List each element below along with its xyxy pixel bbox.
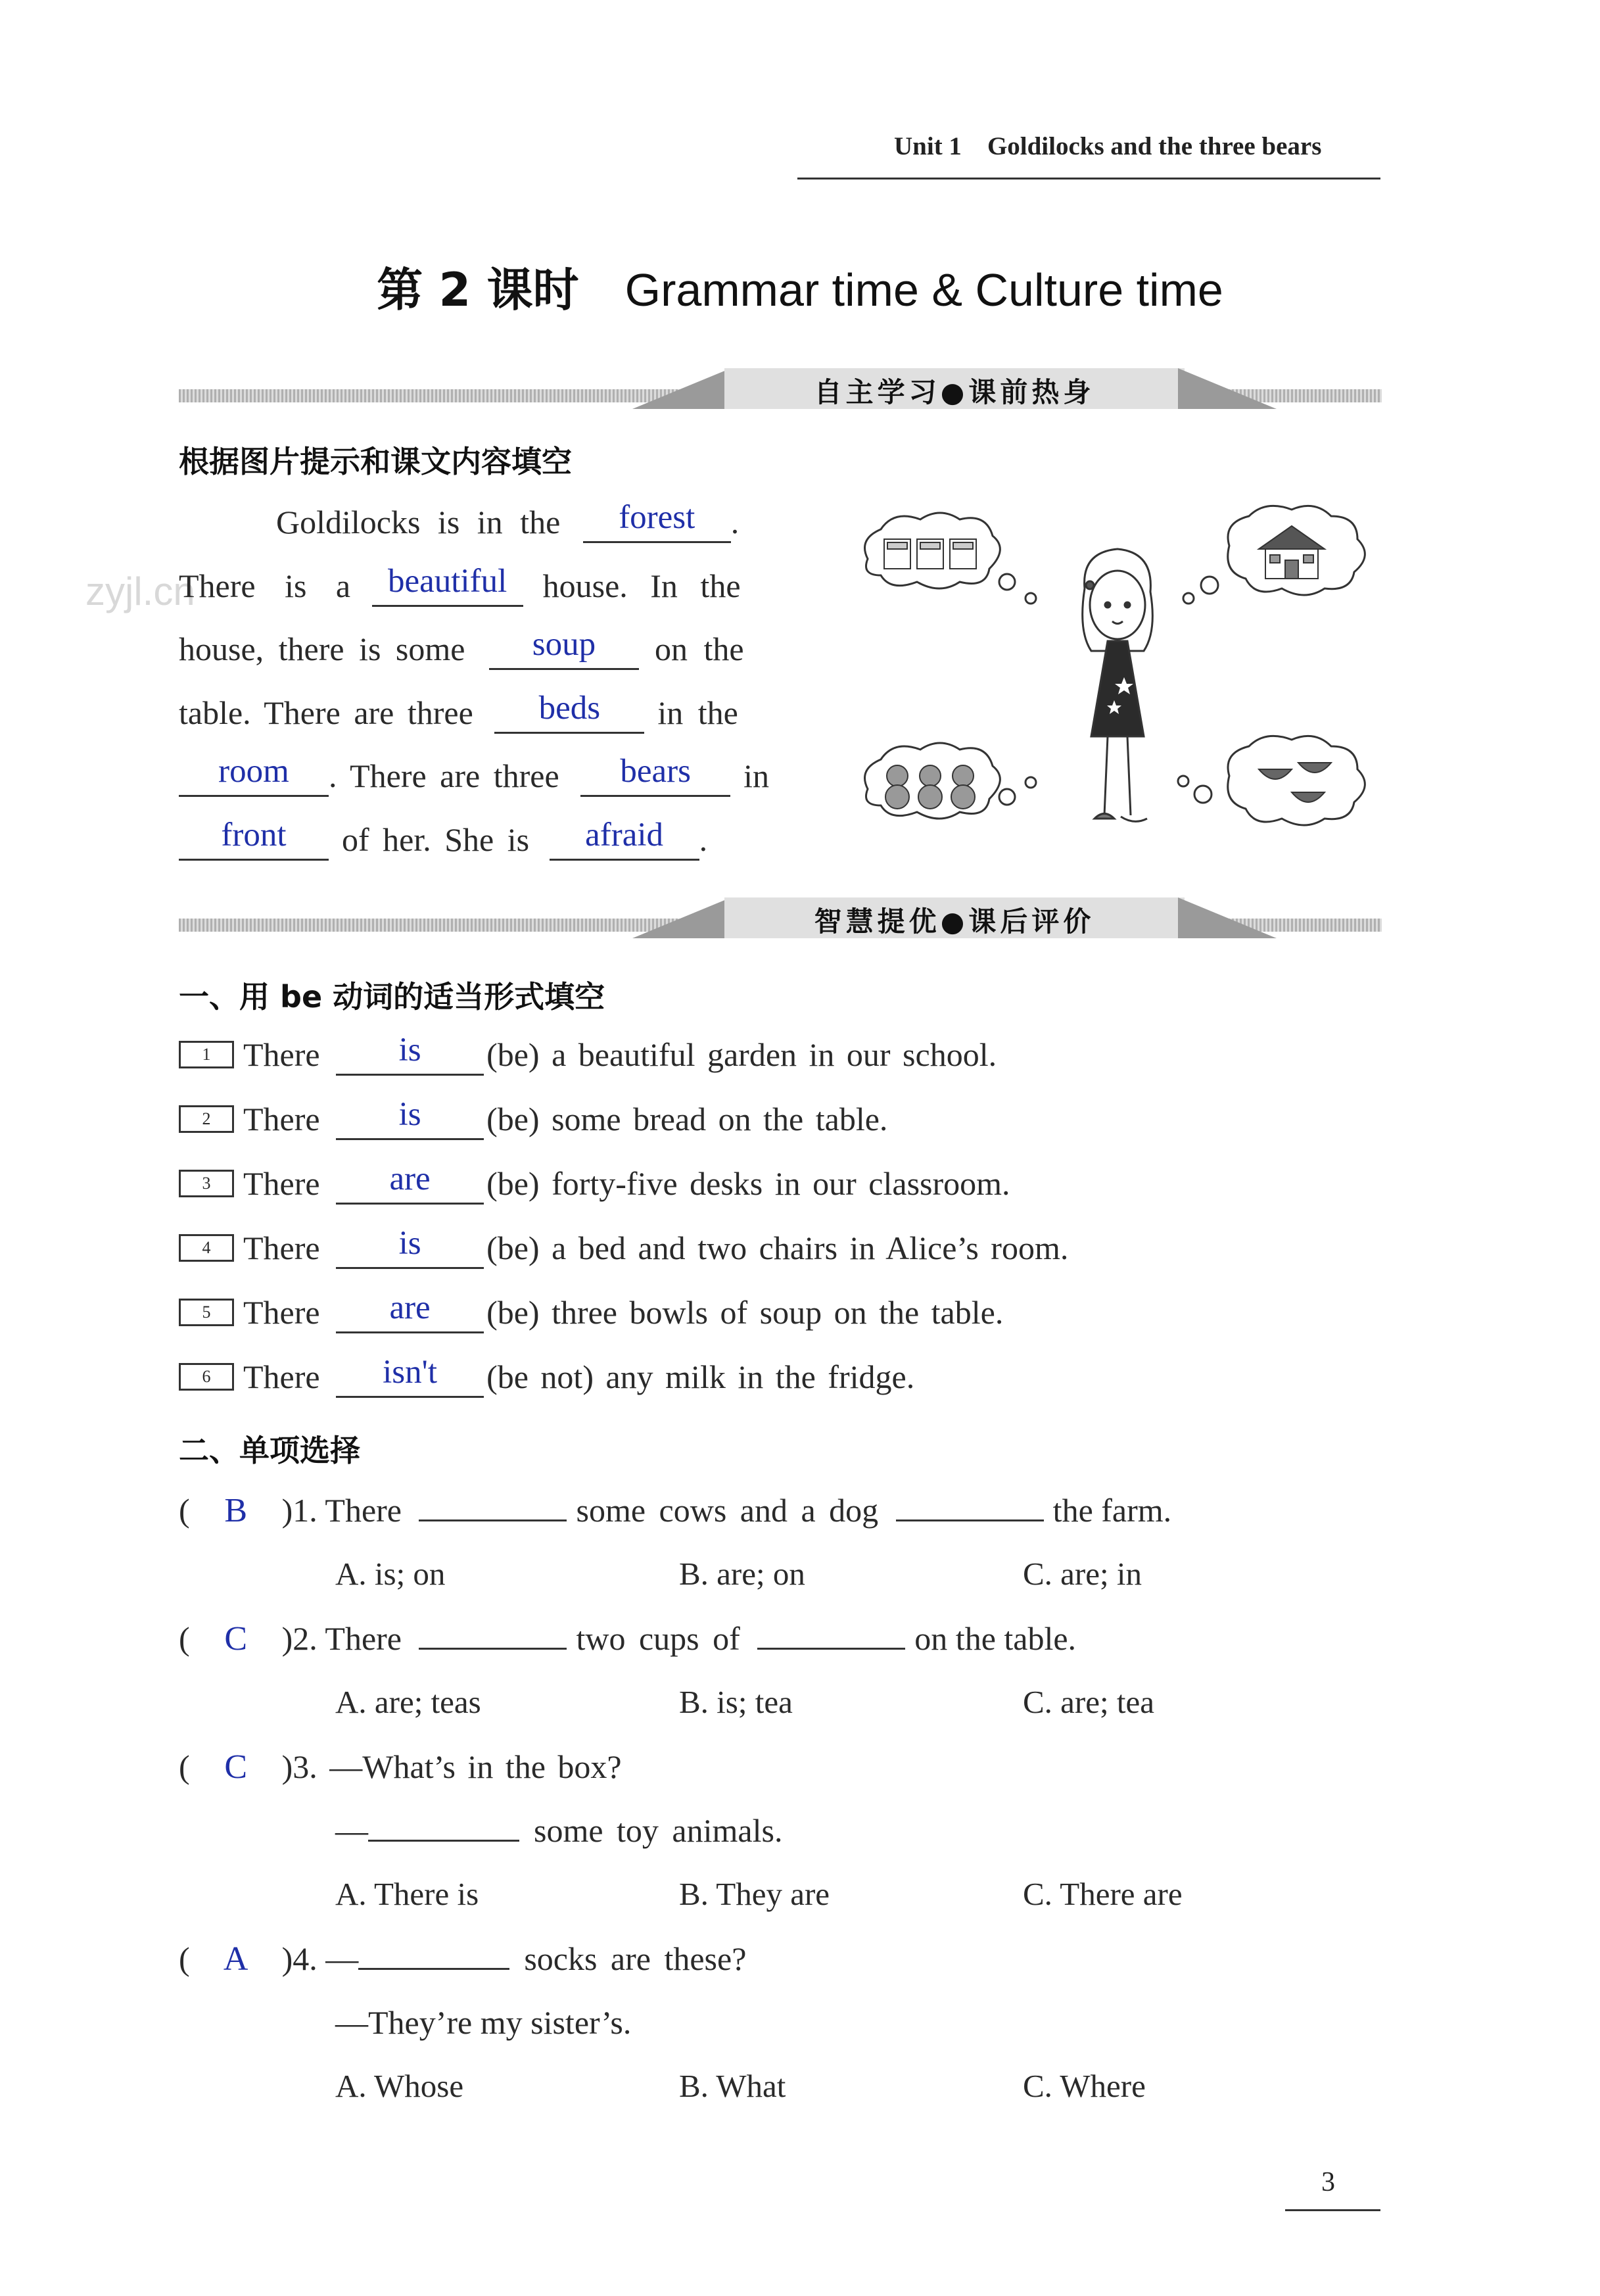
mc-option-4b: B. What <box>679 2068 786 2104</box>
answer-blank: is <box>336 1038 484 1076</box>
banner-preclass-text: 自主学习●课前热身 <box>814 376 1095 408</box>
mc-question-4: ( A )4. — socks are these? <box>179 1940 747 1978</box>
mc-option-2a: A. are; teas <box>335 1684 481 1720</box>
question-number: 5 <box>179 1299 234 1326</box>
mc-option-3b: B. They are <box>679 1876 830 1912</box>
answer-blank-7: front <box>179 823 329 861</box>
be-question-5: 5 There are (be) three bowls of soup on the table. <box>179 1293 1003 1333</box>
mc-question-3-line2: — some toy animals. <box>335 1812 783 1849</box>
soup-bowls-icon <box>1259 763 1331 802</box>
section1-title: 一、用 be 动词的适当形式填空 <box>179 979 605 1015</box>
answer-blank-5: room <box>179 759 329 797</box>
passage-line-4: table. There are three beds in the <box>179 694 738 734</box>
mc-answer-3: C <box>224 1748 247 1786</box>
answer-blank <box>419 1519 567 1521</box>
mc-question-3: ( C )3. —What’s in the box? <box>179 1748 622 1786</box>
answer-blank-8: afraid <box>550 823 699 861</box>
mc-option-4c: C. Where <box>1023 2068 1146 2104</box>
question-number: 6 <box>179 1363 234 1391</box>
lesson-title-cn: 第 2 课时 <box>377 263 579 317</box>
banner-afterclass <box>179 897 1382 944</box>
lesson-title-en: Grammar time & Culture time <box>624 264 1223 316</box>
be-question-4: 4 There is (be) a bed and two chairs in Alice’s room. <box>179 1229 1068 1269</box>
thought-cloud-soup <box>1228 736 1365 825</box>
mc-answer-4: A <box>223 1940 248 1978</box>
answer-blank <box>896 1519 1044 1521</box>
mc-question-1: ( B )1. There some cows and a dog the farm. <box>179 1492 1172 1529</box>
section0-title: 根据图片提示和课文内容填空 <box>179 444 572 479</box>
mc-question-4-line2: —They’re my sister’s. <box>335 2004 632 2041</box>
answer-blank <box>368 1840 519 1842</box>
answer-blank: are <box>336 1166 484 1205</box>
mc-question-2: ( C )2. There two cups of on the table. <box>179 1620 1077 1658</box>
mc-answer-2: C <box>224 1620 247 1658</box>
answer-blank: is <box>336 1231 484 1269</box>
be-question-2: 2 There is (be) some bread on the table. <box>179 1100 887 1140</box>
answer-blank-4: beds <box>494 696 644 734</box>
answer-blank <box>757 1648 905 1650</box>
be-question-3: 3 There are (be) forty-five desks in our classroom. <box>179 1164 1010 1205</box>
mc-option-4a: A. Whose <box>335 2068 464 2104</box>
answer-blank-1: forest <box>583 505 731 543</box>
question-number: 2 <box>179 1105 234 1133</box>
watermark: zyjl.cn <box>85 569 195 613</box>
mc-option-2c: C. are; tea <box>1023 1684 1154 1720</box>
passage-line-3: house, there is some soup on the <box>179 630 744 670</box>
passage-line-2: There is a beautiful house. In the <box>179 567 741 607</box>
page-number: 3 <box>1321 2167 1335 2197</box>
header-unit: Unit 1 <box>894 132 962 160</box>
mc-option-3c: C. There are <box>1023 1876 1183 1912</box>
passage-line-6: front of her. She is afraid . <box>179 821 707 861</box>
mc-option-2b: B. is; tea <box>679 1684 793 1720</box>
question-number: 3 <box>179 1170 234 1197</box>
answer-blank-6: bears <box>580 759 730 797</box>
mc-answer-1: B <box>224 1492 247 1529</box>
answer-blank-3: soup <box>489 632 639 670</box>
bears-icon <box>885 765 975 809</box>
passage-line-5: room . There are three bears in <box>179 757 769 797</box>
banner-preclass <box>179 368 1382 414</box>
passage-line-1: Goldilocks is in the forest . <box>276 503 739 543</box>
question-number: 1 <box>179 1041 234 1068</box>
lesson-title <box>0 253 1600 320</box>
answer-blank: is <box>336 1102 484 1140</box>
page-number-rule <box>1285 2209 1380 2211</box>
answer-blank: are <box>336 1295 484 1333</box>
mc-option-1b: B. are; on <box>679 1556 805 1592</box>
goldilocks-girl <box>1083 549 1153 821</box>
be-question-1: 1 There is (be) a beautiful garden in our school. <box>179 1036 997 1076</box>
house-icon <box>1259 526 1325 579</box>
answer-blank: isn't <box>336 1360 484 1398</box>
banner-afterclass-text: 智慧提优●课后评价 <box>814 905 1095 938</box>
mc-option-3a: A. There is <box>335 1876 479 1912</box>
answer-blank <box>419 1648 567 1650</box>
goldilocks-illustration <box>855 500 1380 855</box>
mc-option-1c: C. are; in <box>1023 1556 1142 1592</box>
answer-blank-2: beautiful <box>372 569 523 607</box>
section2-title: 二、单项选择 <box>179 1433 360 1468</box>
beds-icon <box>884 539 976 569</box>
header-title: Goldilocks and the three bears <box>987 132 1322 160</box>
header-rule <box>797 178 1380 179</box>
mc-option-1a: A. is; on <box>335 1556 446 1592</box>
answer-blank <box>358 1968 509 1970</box>
running-header <box>894 132 1321 161</box>
question-number: 4 <box>179 1234 234 1262</box>
be-question-6: 6 There isn't (be not) any milk in the fridge. <box>179 1358 914 1398</box>
